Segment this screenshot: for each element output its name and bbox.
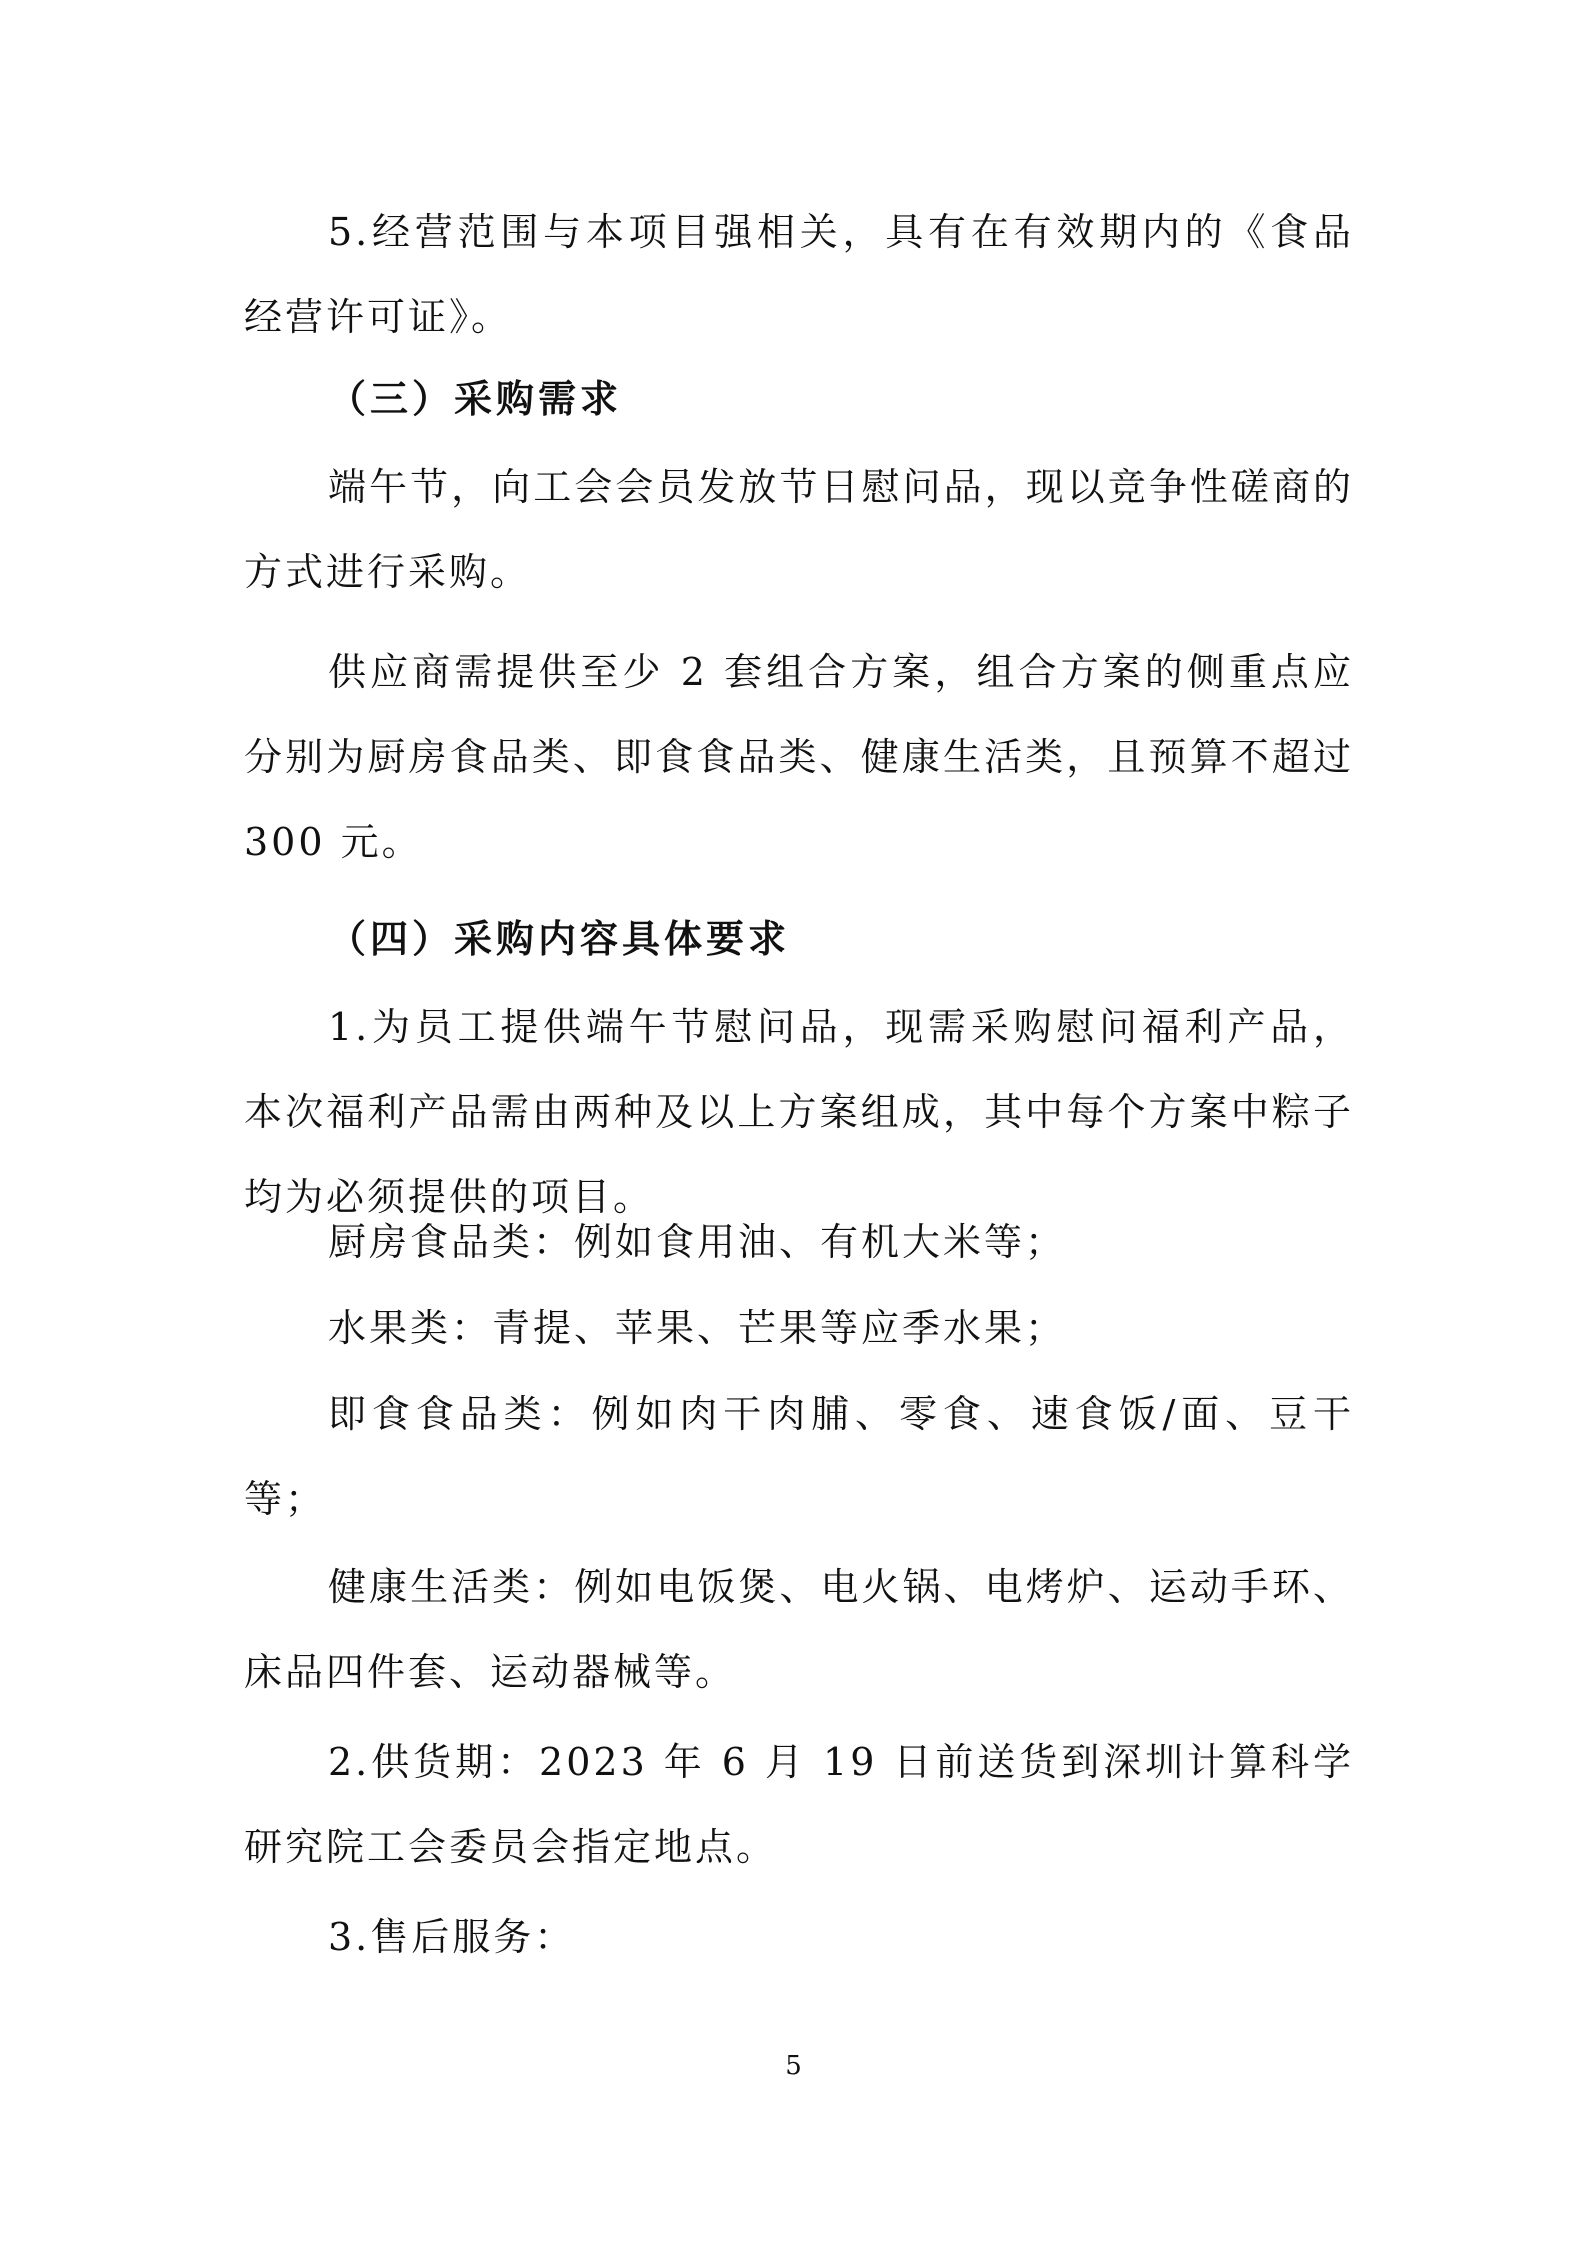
section-heading-specific-requirements: （四）采购内容具体要求 bbox=[328, 917, 791, 961]
page-number: 5 bbox=[785, 2051, 802, 2081]
paragraph-healthy-living: 健康生活类：例如电饭煲、电火锅、电烤炉、运动手环、床品四件套、运动器械等。 bbox=[244, 1565, 1354, 1694]
paragraph-dragon-boat-purpose: 端午节，向工会会员发放节日慰问品，现以竞争性磋商的方式进行采购。 bbox=[244, 465, 1354, 594]
paragraph-fruit: 水果类：青提、苹果、芒果等应季水果； bbox=[328, 1306, 1067, 1350]
paragraph-delivery-period: 2.供货期：2023 年 6 月 19 日前送货到深圳计算科学研究院工会委员会指定地点。 bbox=[244, 1740, 1354, 1869]
paragraph-instant-food: 即食食品类：例如肉干肉脯、零食、速食饭/面、豆干等； bbox=[244, 1392, 1354, 1521]
paragraph-supplier-plans: 供应商需提供至少 2 套组合方案，组合方案的侧重点应分别为厨房食品类、即食食品类、健康生活类，且预算不超过 300 元。 bbox=[244, 650, 1354, 864]
paragraph-after-sales: 3.售后服务： bbox=[328, 1915, 576, 1959]
paragraph-kitchen-food: 厨房食品类：例如食用油、有机大米等； bbox=[328, 1220, 1067, 1264]
section-heading-procurement-needs: （三）采购需求 bbox=[328, 377, 623, 421]
paragraph-requirement-1: 1.为员工提供端午节慰问品，现需采购慰问福利产品，本次福利产品需由两种及以上方案组成，其中每个方案中粽子均为必须提供的项目。 bbox=[244, 1005, 1354, 1219]
paragraph-business-scope: 5.经营范围与本项目强相关，具有在有效期内的《食品经营许可证》。 bbox=[244, 210, 1354, 339]
